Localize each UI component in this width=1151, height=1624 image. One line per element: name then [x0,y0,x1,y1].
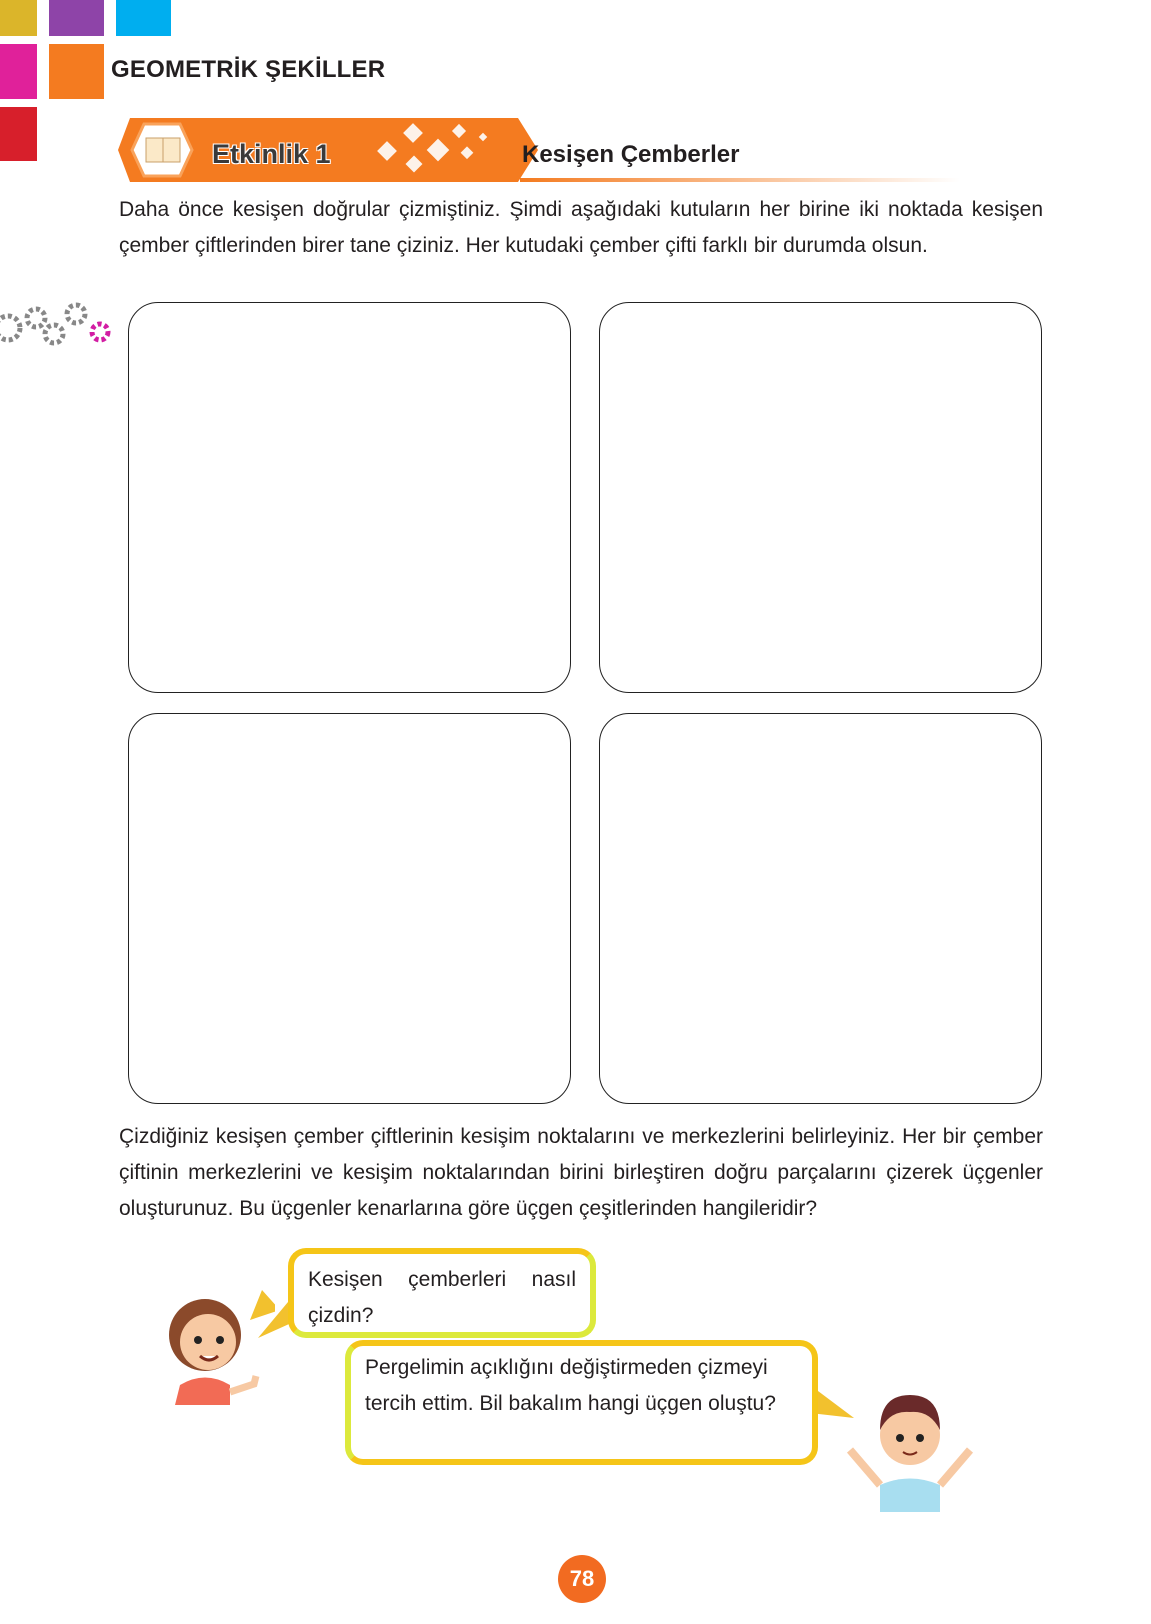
decor-square-yellow [0,0,37,36]
unit-title: GEOMETRİK ŞEKİLLER [111,56,386,83]
boy-illustration [835,1380,985,1512]
question-text: Çizdiğiniz kesişen çember çiftlerinin kesişim noktalarını ve merkezlerini belirleyiniz. Her bir çember çiftinin merkezlerini ve kesişim noktalarından birini birleştiren doğru parçalarını çizerek üçgenler oluşturunuz. Bu üçgenler kenarlarına göre üçgen çeşitlerinden hangileridir? [119,1125,1043,1220]
page-number: 78 [558,1555,606,1603]
girl-speech-bubble: Kesişen çemberleri nasıl çizdin? [288,1248,596,1338]
drawing-box-3[interactable] [128,713,571,1104]
drawing-box-1[interactable] [128,302,571,693]
boy-speech-bubble: Pergelimin açıklığını değiştirmeden çizmeyi tercih ettim. Bil bakalım hangi üçgen oluştu? [345,1340,818,1465]
decor-square-orange [49,44,104,99]
activity-title: Kesişen Çemberler [522,141,740,168]
decor-square-red [0,107,37,161]
decor-square-blue [116,0,171,36]
gears-icon [0,300,118,352]
instructions-text: Daha önce kesişen doğrular çizmiştiniz. Şimdi aşağıdaki kutuların her birine iki noktada kesişen çember çiftlerinden birer tane çiziniz. Her kutudaki çember çifti farklı bir durumda olsun. [119,198,1043,257]
decor-square-pink [0,44,37,99]
decor-square-purple [49,0,104,36]
activity-label: Etkinlik 1 [212,139,331,169]
drawing-box-4[interactable] [599,713,1042,1104]
girl-illustration [150,1280,275,1405]
banner-underline [520,178,960,182]
drawing-box-2[interactable] [599,302,1042,693]
